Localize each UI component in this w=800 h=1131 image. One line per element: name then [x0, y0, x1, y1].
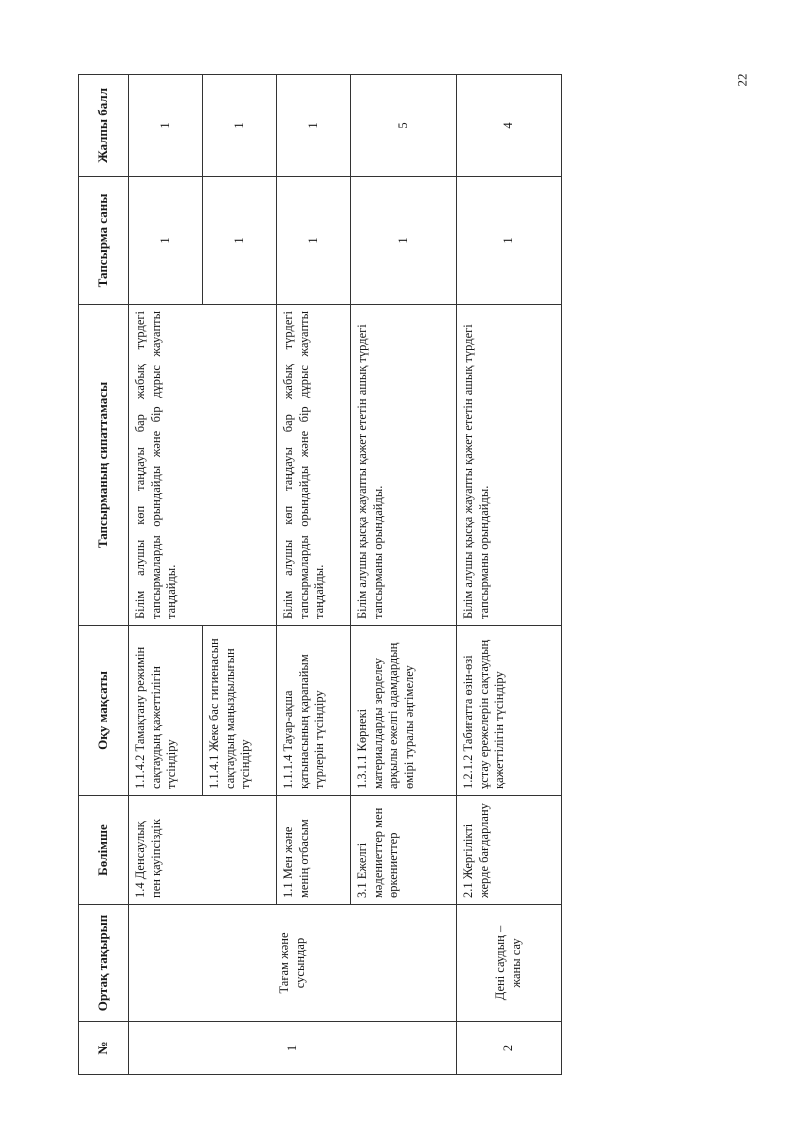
- header-objective: Оқу мақсаты: [79, 626, 129, 796]
- task-count: 1: [129, 177, 203, 305]
- rotated-table-container: [78, 75, 561, 1075]
- learning-objective: 1.2.1.2 Табиғатта өзін-өзі ұстау ережелерін сақтаудың қажеттілігін түсіндіру: [457, 626, 562, 796]
- page-number: [736, 72, 749, 88]
- common-topic: Дені саудың – жаны сау: [457, 905, 562, 1022]
- table-header-row: [79, 75, 129, 1075]
- table-row: [457, 75, 562, 1075]
- task-description: Білім алушы көп таңдауы бар жабық түрдегі тапсырмаларды орындайды және бір дұрыс жауапты таңдайды.: [277, 305, 351, 626]
- task-count: 1: [203, 177, 277, 305]
- total-score: 4: [457, 75, 562, 177]
- header-score: Жалпы балл: [79, 75, 129, 177]
- learning-objective: 1.1.1.4 Тауар-ақша қатынасының қарапайым түрлерін түсіндіру: [277, 626, 351, 796]
- row-number: 2: [457, 1022, 562, 1075]
- header-description: Тапсырманың сипаттамасы: [79, 305, 129, 626]
- task-count: 1: [351, 177, 457, 305]
- common-topic: Тағам және сусындар: [129, 905, 457, 1022]
- assessment-table: [78, 74, 562, 1075]
- learning-objective: 1.1.4.1 Жеке бас гигиенасын сақтаудың маңыздылығын түсіндіру: [203, 626, 277, 796]
- total-score: 5: [351, 75, 457, 177]
- task-description: Білім алушы қысқа жауапты қажет ететін ашық түрдегі тапсырманы орындайды.: [351, 305, 457, 626]
- total-score: 1: [203, 75, 277, 177]
- section: 1.1 Мен және менің отбасым: [277, 796, 351, 905]
- total-score: 1: [277, 75, 351, 177]
- table-row: [129, 75, 203, 1075]
- section: 1.4 Денсаулық пен қауіпсіздік: [129, 796, 277, 905]
- learning-objective: 1.1.4.2 Тамақтану режимін сақтаудың қажеттілігін түсіндіру: [129, 626, 203, 796]
- task-count: 1: [457, 177, 562, 305]
- header-num: №: [79, 1022, 129, 1075]
- total-score: 1: [129, 75, 203, 177]
- learning-objective: 1.3.1.1 Көрнекі материалдарды зерделеу арқылы ежелгі адамдардың өмірі туралы әңгімелеу: [351, 626, 457, 796]
- section: 2.1 Жергілікті жерде бағдарлану: [457, 796, 562, 905]
- task-count: 1: [277, 177, 351, 305]
- header-section: Бөлімше: [79, 796, 129, 905]
- header-task-count: Тапсырма саны: [79, 177, 129, 305]
- header-topic: Ортақ тақырып: [79, 905, 129, 1022]
- task-description: Білім алушы көп таңдауы бар жабық түрдегі тапсырмаларды орындайды және бір дұрыс жауапты таңдайды.: [129, 305, 277, 626]
- row-number: 1: [129, 1022, 457, 1075]
- task-description: Білім алушы қысқа жауапты қажет ететін ашық түрдегі тапсырманы орындайды.: [457, 305, 562, 626]
- page-number-text: 22: [734, 73, 750, 87]
- section: 3.1 Ежелгі мәдениеттер мен өркениеттер: [351, 796, 457, 905]
